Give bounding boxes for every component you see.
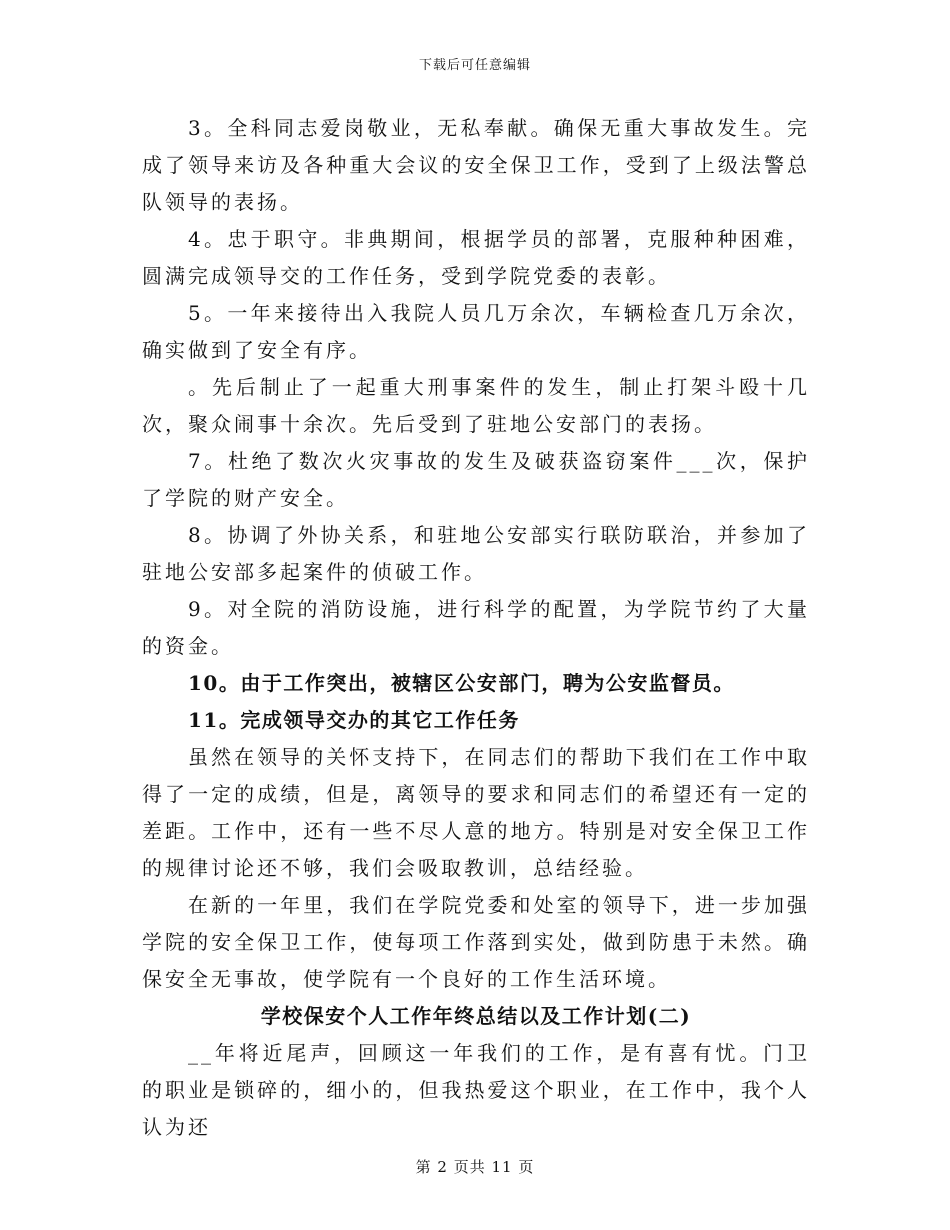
paragraph-item-4: 4。忠于职守。非典期间，根据学员的部署，克服种种困难，圆满完成领导交的工作任务，受到学院党委的表彰。 <box>142 227 810 288</box>
section-title: 学校保安个人工作年终总结以及工作计划(二) <box>260 1004 692 1028</box>
paragraph-item-10: 10。由于工作突出，被辖区公安部门，聘为公安监督员。 <box>188 671 735 695</box>
paragraph-summary: 虽然在领导的关怀支持下，在同志们的帮助下我们在工作中取得了一定的成绩，但是，离领导的要求和同志们的希望还有一定的差距。工作中，还有一些不尽人意的地方。特别是对安全保卫工作的规律讨论还不够，我们会吸取教训，总结经验。 <box>142 745 810 880</box>
section-intro-paragraph: __年将近尾声，回顾这一年我们的工作，是有喜有忧。门卫的职业是锁碎的，细小的，但我热爱这个职业，在工作中，我个人认为还 <box>142 1041 810 1139</box>
page-footer: 第 2 页共 11 页 <box>415 1158 535 1176</box>
paragraph-item-6: 。先后制止了一起重大刑事案件的发生，制止打架斗殴十几次，聚众闹事十余次。先后受到了驻地公安部门的表扬。 <box>142 375 810 436</box>
paragraph-item-7: 7。杜绝了数次火灾事故的发生及破获盗窃案件___次，保护了学院的财产安全。 <box>142 449 810 510</box>
document-body <box>142 110 810 1146</box>
page-header-note: 下载后可任意编辑 <box>418 58 531 73</box>
paragraph-item-3: 3。全科同志爱岗敬业，无私奉献。确保无重大事故发生。完成了领导来访及各种重大会议的安全保卫工作，受到了上级法警总队领导的表扬。 <box>142 116 810 214</box>
paragraph-item-9: 9。对全院的消防设施，进行科学的配置，为学院节约了大量的资金。 <box>142 597 810 658</box>
paragraph-item-5: 5。一年来接待出入我院人员几万余次，车辆检查几万余次，确实做到了安全有序。 <box>142 301 810 362</box>
paragraph-outlook: 在新的一年里，我们在学院党委和处室的领导下，进一步加强学院的安全保卫工作，使每项工作落到实处，做到防患于未然。确保安全无事故，使学院有一个良好的工作生活环境。 <box>142 893 810 991</box>
paragraph-item-8: 8。协调了外协关系，和驻地公安部实行联防联治，并参加了驻地公安部多起案件的侦破工作。 <box>142 523 810 584</box>
paragraph-item-11: 11。完成领导交办的其它工作任务 <box>188 708 520 732</box>
